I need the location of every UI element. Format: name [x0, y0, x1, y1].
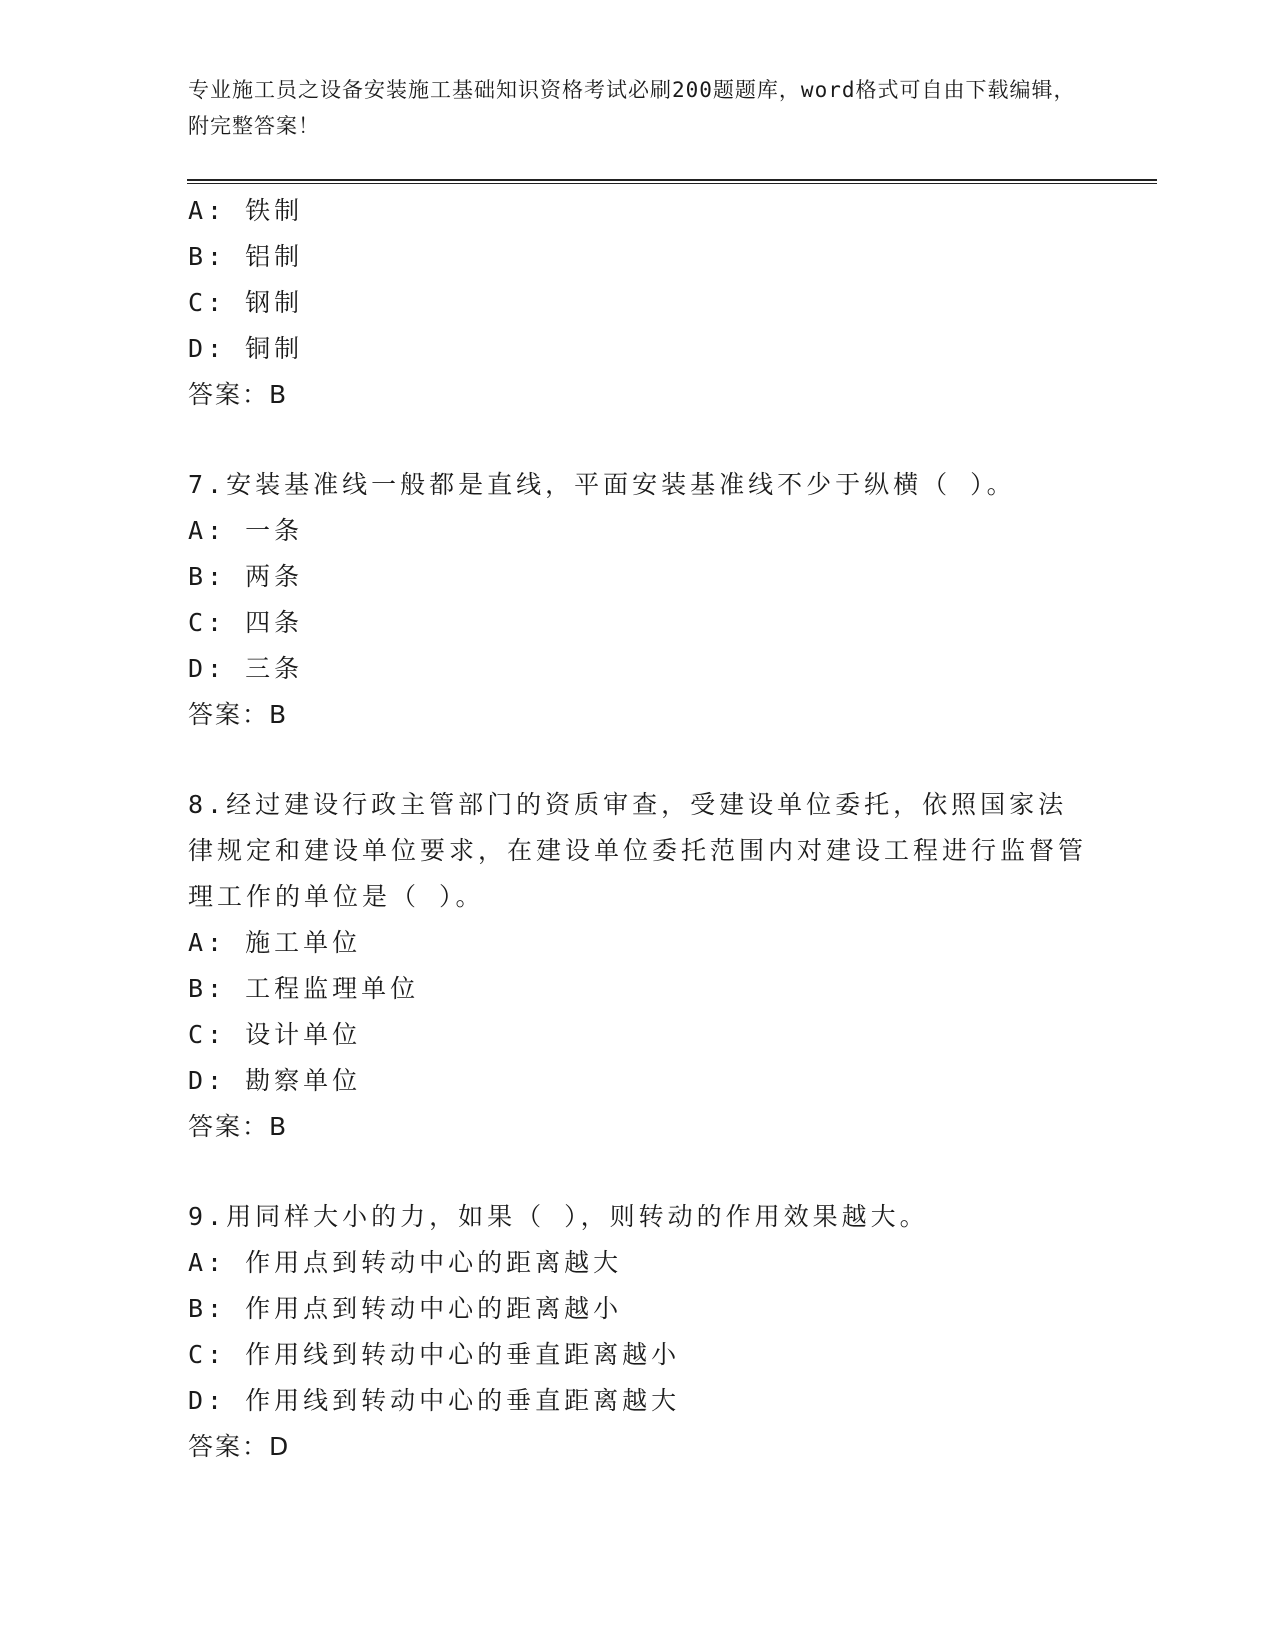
question-9 — [188, 1194, 1088, 1470]
option-a: A: 一条 — [188, 516, 304, 545]
option-d: D: 作用线到转动中心的垂直距离越大 — [188, 1386, 681, 1415]
answer-label: 答案：B — [188, 1112, 289, 1141]
option-b: B: 作用点到转动中心的距离越小 — [188, 1294, 623, 1323]
option-b: B: 工程监理单位 — [188, 974, 420, 1003]
option-a: A: 作用点到转动中心的距离越大 — [188, 1248, 623, 1277]
question-list — [188, 188, 1088, 1470]
question-stem: 8.经过建设行政主管部门的资质审查，受建设单位委托，依照国家法律规定和建设单位要求，在建设单位委托范围内对建设工程进行监督管理工作的单位是（ ）。 — [188, 790, 1088, 911]
option-b: B: 两条 — [188, 562, 304, 591]
question-6-partial — [188, 188, 1088, 418]
option-c: C: 设计单位 — [188, 1020, 362, 1049]
option-c: C: 作用线到转动中心的垂直距离越小 — [188, 1340, 681, 1369]
option-a: A: 铁制 — [188, 196, 304, 225]
question-7 — [188, 462, 1088, 738]
option-d: D: 勘察单位 — [188, 1066, 362, 1095]
option-c: C: 钢制 — [188, 288, 304, 317]
option-d: D: 铜制 — [188, 334, 304, 363]
option-d: D: 三条 — [188, 654, 304, 683]
question-stem: 7.安装基准线一般都是直线，平面安装基准线不少于纵横（ ）。 — [188, 470, 1016, 499]
answer-label: 答案：B — [188, 700, 289, 729]
question-stem: 9.用同样大小的力，如果（ ），则转动的作用效果越大。 — [188, 1202, 929, 1231]
header-divider — [187, 179, 1157, 184]
document-header: 专业施工员之设备安装施工基础知识资格考试必刷200题题库，word格式可自由下载编辑，附完整答案！ — [188, 78, 1076, 138]
option-b: B: 铝制 — [188, 242, 304, 271]
answer-label: 答案：B — [188, 380, 289, 409]
question-8 — [188, 782, 1088, 1150]
option-c: C: 四条 — [188, 608, 304, 637]
answer-label: 答案：D — [188, 1432, 291, 1461]
option-a: A: 施工单位 — [188, 928, 362, 957]
